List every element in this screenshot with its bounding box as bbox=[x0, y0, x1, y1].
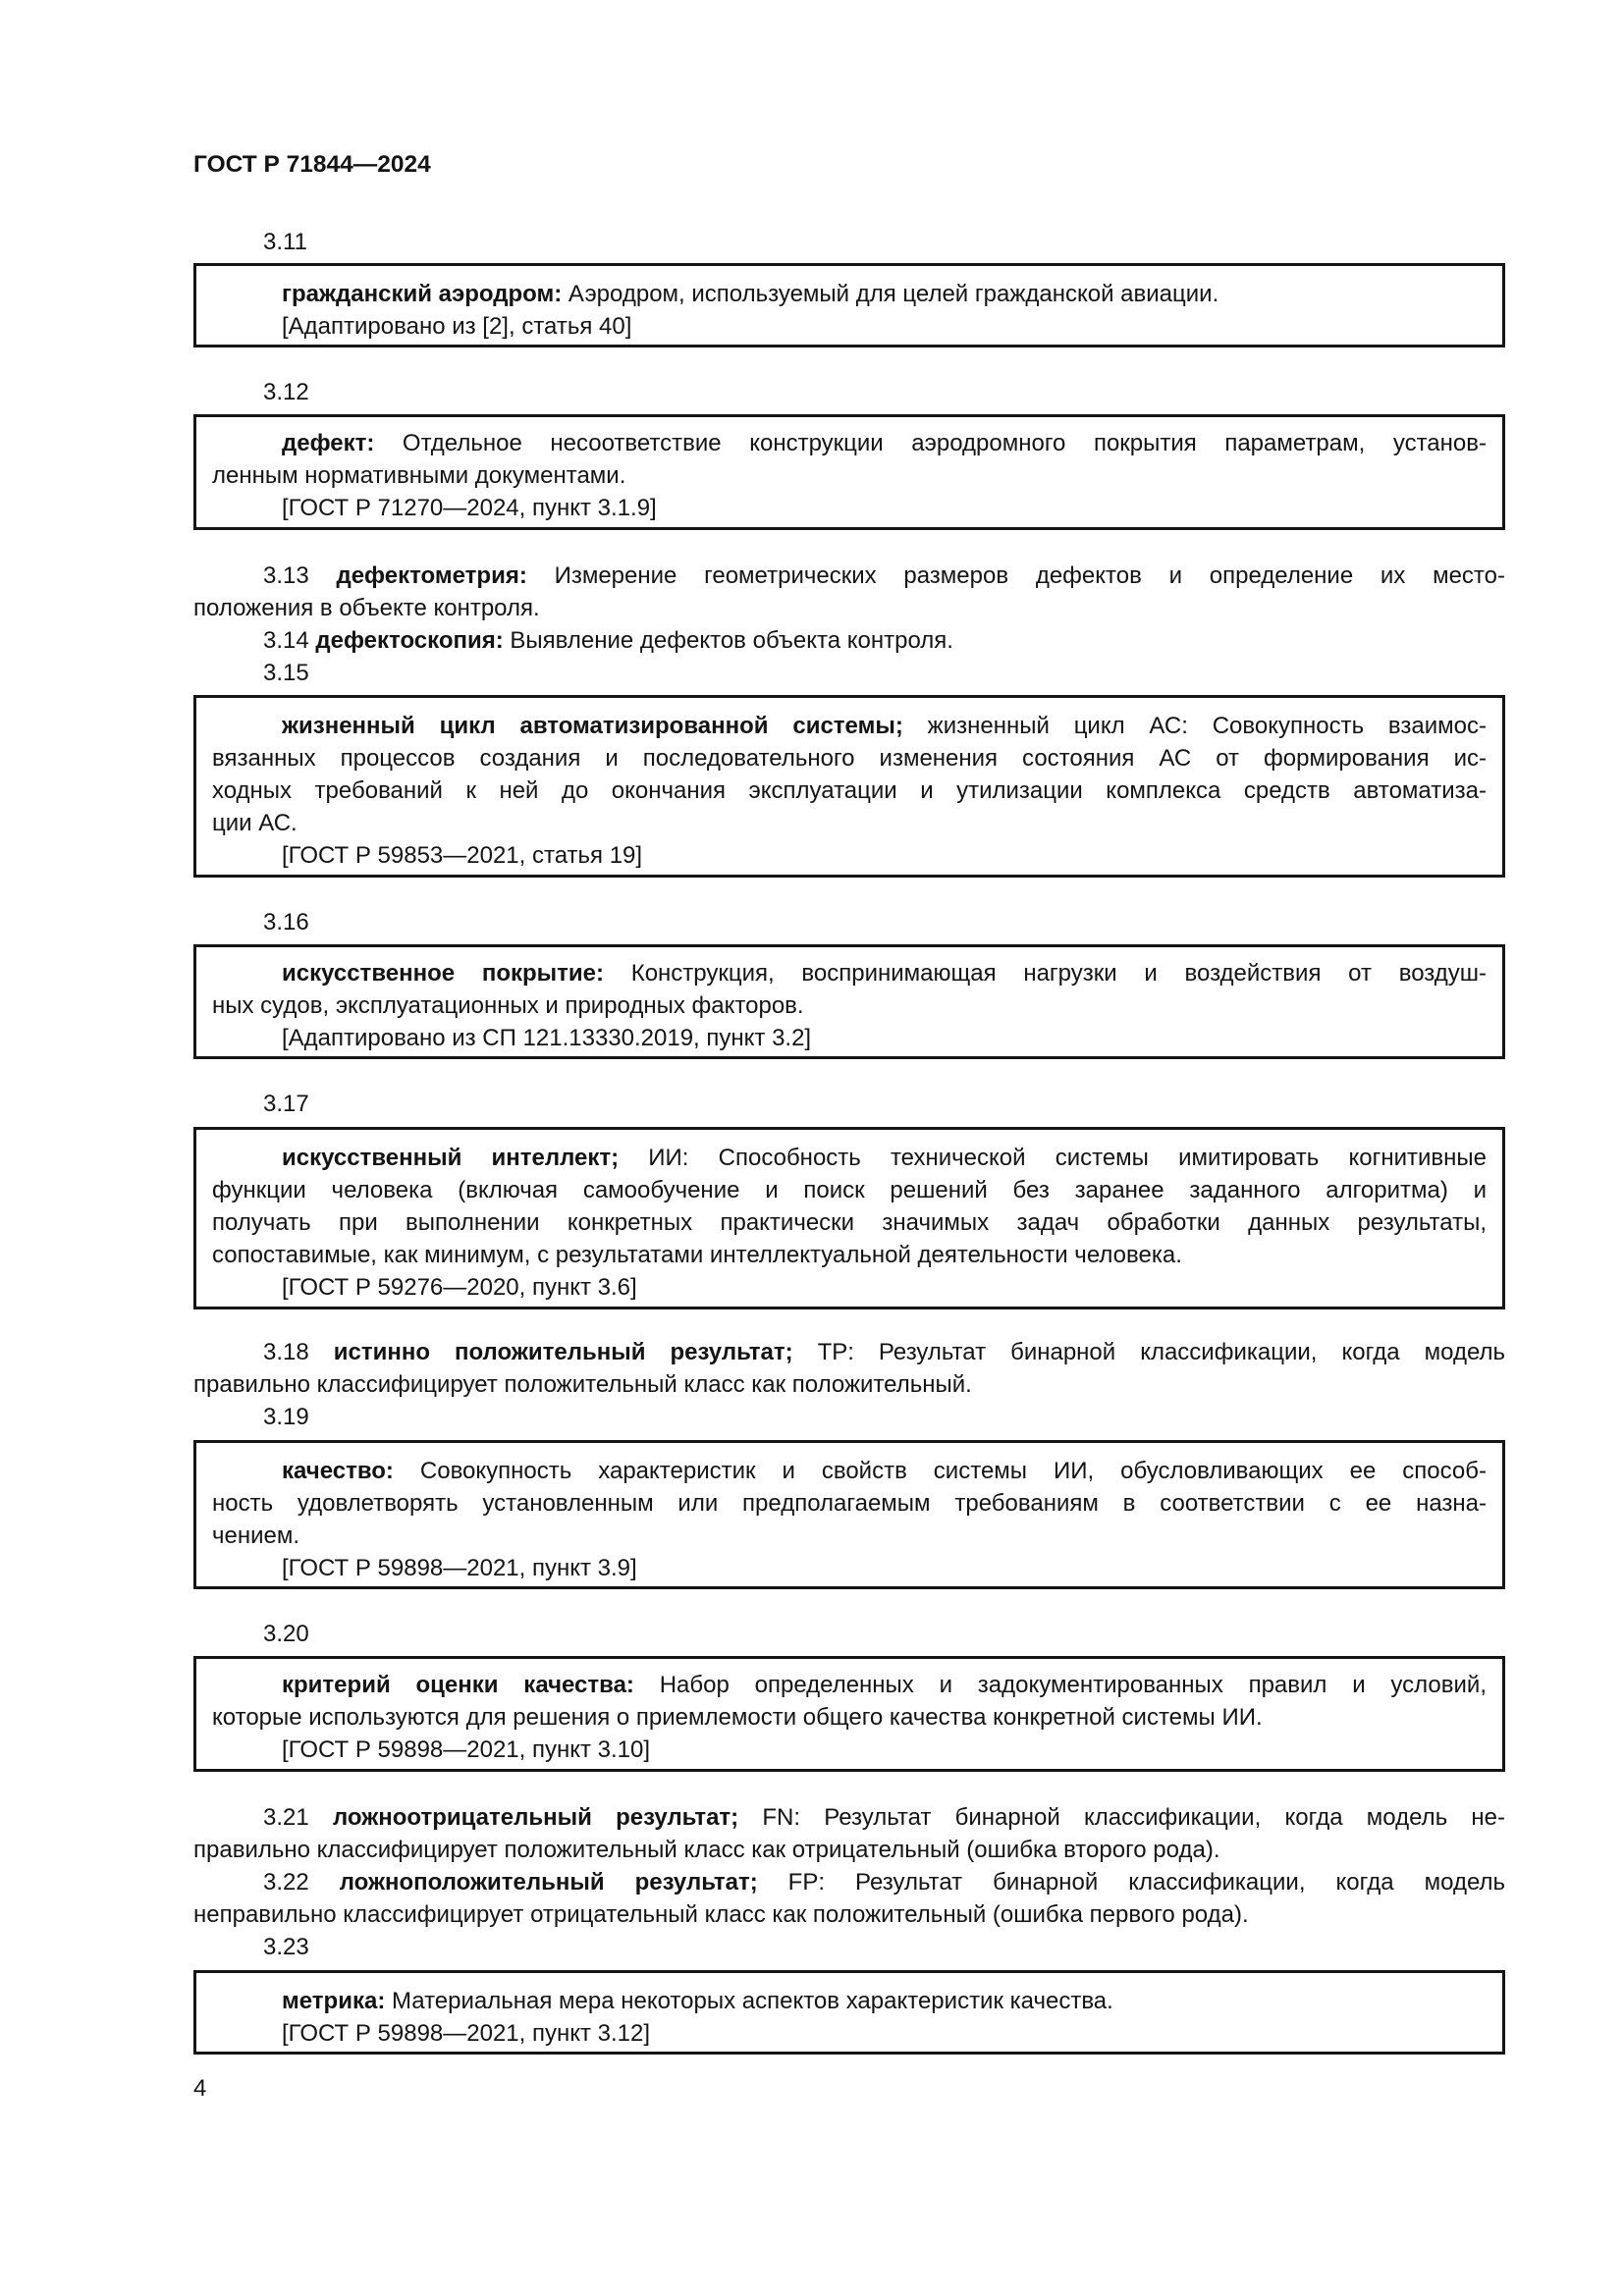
term-definition-box bbox=[193, 414, 1505, 530]
source-reference: [Адаптировано из СП 121.13330.2019, пункт 3.2] bbox=[282, 1025, 812, 1051]
term-name: ложноотрицательный результат; bbox=[332, 1804, 739, 1831]
term-definition-box bbox=[193, 1440, 1505, 1589]
term-number: 3.20 bbox=[263, 1621, 309, 1647]
term-definition-box bbox=[193, 1127, 1505, 1309]
definition-line: метрика: Материальная мера некоторых аспектов характеристик качества. bbox=[282, 1988, 1113, 2014]
term-name: метрика: bbox=[282, 1988, 386, 2014]
definition-line: сопоставимые, как минимум, с результатами интеллектуальной деятельности человека. bbox=[212, 1242, 1182, 1268]
source-reference: [ГОСТ Р 59898—2021, пункт 3.10] bbox=[282, 1736, 651, 1763]
term-definition-box bbox=[193, 1656, 1505, 1772]
definition-line: ходных требований к ней до окончания эксплуатации и утилизации комплекса средств автоматиза- bbox=[212, 777, 1487, 804]
term-number: 3.22 bbox=[263, 1869, 309, 1896]
term-number: 3.13 bbox=[263, 562, 309, 589]
definition-line: чением. bbox=[212, 1522, 300, 1549]
term-name: критерий оценки качества: bbox=[282, 1672, 634, 1698]
term-definition-box bbox=[193, 944, 1505, 1059]
term-definition-box bbox=[193, 263, 1505, 347]
term-number: 3.17 bbox=[263, 1091, 309, 1117]
term-name: дефектоскопия: bbox=[315, 627, 504, 654]
source-reference: [ГОСТ Р 59276—2020, пункт 3.6] bbox=[282, 1274, 637, 1301]
term-name: искусственное покрытие: bbox=[282, 960, 604, 987]
definition-line: искусственное покрытие: Конструкция, воспринимающая нагрузки и воздействия от воздуш- bbox=[282, 960, 1487, 987]
paragraph-line: 3.21 ложноотрицательный результат; FN: Результат бинарной классификации, когда модель не- bbox=[263, 1804, 1505, 1831]
definition-line: ции АС. bbox=[212, 810, 298, 836]
term-name: качество: bbox=[282, 1458, 394, 1484]
paragraph-line: 3.14 дефектоскопия: Выявление дефектов объекта контроля. bbox=[263, 627, 953, 654]
definition-line: искусственный интеллект; ИИ: Способность технической системы имитировать когнитивные bbox=[282, 1145, 1487, 1171]
term-definition-box bbox=[193, 1970, 1505, 2055]
term-name: гражданский аэродром: bbox=[282, 281, 563, 307]
definition-line: критерий оценки качества: Набор определенных и задокументированных правил и условий, bbox=[282, 1672, 1487, 1698]
definition-line: которые используются для решения о приемлемости общего качества конкретной системы ИИ. bbox=[212, 1704, 1263, 1731]
term-number: 3.15 bbox=[263, 660, 309, 686]
document-header-id: ГОСТ Р 71844—2024 bbox=[193, 151, 431, 178]
definition-line: вязанных процессов создания и последовательного изменения состояния АС от формирования ис- bbox=[212, 745, 1487, 772]
page-number: 4 bbox=[193, 2075, 207, 2102]
paragraph-line: 3.13 дефектометрия: Измерение геометрических размеров дефектов и определение их место- bbox=[263, 562, 1505, 589]
term-name: дефектометрия: bbox=[336, 562, 527, 589]
definition-line: качество: Совокупность характеристик и свойств системы ИИ, обусловливающих ее способ- bbox=[282, 1458, 1487, 1484]
term-number: 3.21 bbox=[263, 1804, 309, 1831]
term-number: 3.16 bbox=[263, 909, 309, 935]
source-reference: [Адаптировано из [2], статья 40] bbox=[282, 313, 632, 340]
paragraph-line: 3.18 истинно положительный результат; TP: Результат бинарной классификации, когда модель bbox=[263, 1339, 1505, 1365]
paragraph-line: неправильно классифицирует отрицательный класс как положительный (ошибка первого рода). bbox=[193, 1901, 1249, 1928]
term-number: 3.19 bbox=[263, 1404, 309, 1430]
definition-line: получать при выполнении конкретных практически значимых задач обработки данных результаты, bbox=[212, 1209, 1487, 1236]
term-name: жизненный цикл автоматизированной системы; bbox=[282, 713, 903, 739]
source-reference: [ГОСТ Р 71270—2024, пункт 3.1.9] bbox=[282, 495, 657, 521]
term-definition-box bbox=[193, 695, 1505, 878]
term-number: 3.11 bbox=[263, 229, 307, 255]
definition-line: ных судов, эксплуатационных и природных факторов. bbox=[212, 992, 804, 1019]
paragraph-line: правильно классифицирует положительный класс как отрицательный (ошибка второго рода). bbox=[193, 1837, 1220, 1863]
term-name: ложноположительный результат; bbox=[339, 1869, 758, 1896]
definition-line: жизненный цикл автоматизированной системы; жизненный цикл АС: Совокупность взаимос- bbox=[282, 713, 1487, 739]
definition-line: ленным нормативными документами. bbox=[212, 462, 626, 489]
source-reference: [ГОСТ Р 59898—2021, пункт 3.12] bbox=[282, 2020, 651, 2047]
term-paragraph bbox=[193, 1801, 1505, 1963]
definition-line: функции человека (включая самообучение и поиск решений без заранее заданного алгоритма) и bbox=[212, 1177, 1487, 1203]
term-name: дефект: bbox=[282, 430, 375, 456]
term-paragraph bbox=[193, 560, 1505, 689]
definition-line: ность удовлетворять установленным или предполагаемым требованиям в соответствии с ее назна- bbox=[212, 1490, 1487, 1517]
source-reference: [ГОСТ Р 59898—2021, пункт 3.9] bbox=[282, 1555, 637, 1581]
term-name: истинно положительный результат; bbox=[333, 1339, 793, 1365]
source-reference: [ГОСТ Р 59853—2021, статья 19] bbox=[282, 842, 643, 869]
term-number: 3.12 bbox=[263, 379, 309, 405]
paragraph-line: положения в объекте контроля. bbox=[193, 595, 540, 621]
definition-line: дефект: Отдельное несоответствие конструкции аэродромного покрытия параметрам, установ- bbox=[282, 430, 1487, 456]
term-name: искусственный интеллект; bbox=[282, 1145, 620, 1171]
term-paragraph bbox=[193, 1336, 1505, 1433]
term-number: 3.18 bbox=[263, 1339, 309, 1365]
definition-line: гражданский аэродром: Аэродром, используемый для целей гражданской авиации. bbox=[282, 281, 1219, 307]
term-number: 3.14 bbox=[263, 627, 309, 654]
paragraph-line: правильно классифицирует положительный класс как положительный. bbox=[193, 1371, 972, 1398]
term-number: 3.23 bbox=[263, 1934, 309, 1960]
paragraph-line: 3.22 ложноположительный результат; FP: Результат бинарной классификации, когда модель bbox=[263, 1869, 1505, 1896]
